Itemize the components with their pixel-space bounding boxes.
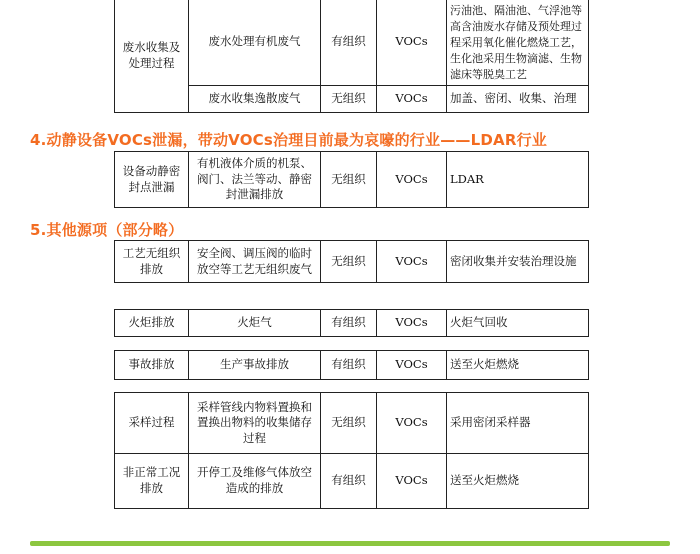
section-heading-4: 4.动静设备VOCs泄漏，带动VOCs治理目前最为哀嚎的行业——LDAR行业 <box>30 131 547 149</box>
type-cell: 无组织 <box>321 86 377 113</box>
type-cell: 有组织 <box>321 351 377 380</box>
table-ldar <box>114 151 589 208</box>
source-cell: 有机液体介质的机泵、阀门、法兰等动、静密封泄漏排放 <box>189 152 321 208</box>
table-wastewater <box>114 0 589 113</box>
type-cell: 无组织 <box>321 152 377 208</box>
category-cell: 事故排放 <box>115 351 189 380</box>
table-process <box>114 240 589 283</box>
table-row <box>115 0 589 86</box>
source-cell: 采样管线内物料置换和置换出物料的收集储存过程 <box>189 393 321 454</box>
source-cell: 生产事故排放 <box>189 351 321 380</box>
source-cell: 安全阀、调压阀的临时放空等工艺无组织废气 <box>189 241 321 283</box>
pollutant-cell: VOCs <box>377 393 447 454</box>
source-cell: 废水收集逸散废气 <box>189 86 321 113</box>
measure-cell: 加盖、密闭、收集、治理 <box>447 86 589 113</box>
table-row <box>115 351 589 380</box>
table-row <box>115 241 589 283</box>
measure-cell: LDAR <box>447 152 589 208</box>
pollutant-cell: VOCs <box>377 152 447 208</box>
table-row <box>115 393 589 454</box>
table-row <box>115 310 589 337</box>
table-row <box>115 152 589 208</box>
type-cell: 有组织 <box>321 454 377 509</box>
pollutant-cell: VOCs <box>377 86 447 113</box>
measure-cell: 送至火炬燃烧 <box>447 454 589 509</box>
pollutant-cell: VOCs <box>377 454 447 509</box>
table-accident <box>114 350 589 380</box>
category-cell: 采样过程 <box>115 393 189 454</box>
type-cell: 无组织 <box>321 241 377 283</box>
type-cell: 有组织 <box>321 0 377 86</box>
table-row <box>115 454 589 509</box>
table-sampling <box>114 392 589 509</box>
measure-cell: 采用密闭采样器 <box>447 393 589 454</box>
section-heading-5: 5.其他源项（部分略） <box>30 221 184 239</box>
measure-cell: 送至火炬燃烧 <box>447 351 589 380</box>
category-cell: 火炬排放 <box>115 310 189 337</box>
pollutant-cell: VOCs <box>377 351 447 380</box>
source-cell: 开停工及维修气体放空造成的排放 <box>189 454 321 509</box>
pollutant-cell: VOCs <box>377 0 447 86</box>
category-cell: 设备动静密封点泄漏 <box>115 152 189 208</box>
source-cell: 火炬气 <box>189 310 321 337</box>
category-cell: 废水收集及处理过程 <box>115 0 189 113</box>
measure-cell: 密闭收集并安装治理设施 <box>447 241 589 283</box>
category-cell: 工艺无组织排放 <box>115 241 189 283</box>
footer-divider <box>30 541 670 546</box>
category-cell: 非正常工况排放 <box>115 454 189 509</box>
measure-cell: 污油池、隔油池、气浮池等高含油废水存储及预处理过程采用氧化催化燃烧工艺，生化池采用生物滴滤、生物滤床等脱臭工艺 <box>447 0 589 86</box>
pollutant-cell: VOCs <box>377 310 447 337</box>
source-cell: 废水处理有机废气 <box>189 0 321 86</box>
type-cell: 无组织 <box>321 393 377 454</box>
measure-cell: 火炬气回收 <box>447 310 589 337</box>
table-flare <box>114 309 589 337</box>
type-cell: 有组织 <box>321 310 377 337</box>
pollutant-cell: VOCs <box>377 241 447 283</box>
